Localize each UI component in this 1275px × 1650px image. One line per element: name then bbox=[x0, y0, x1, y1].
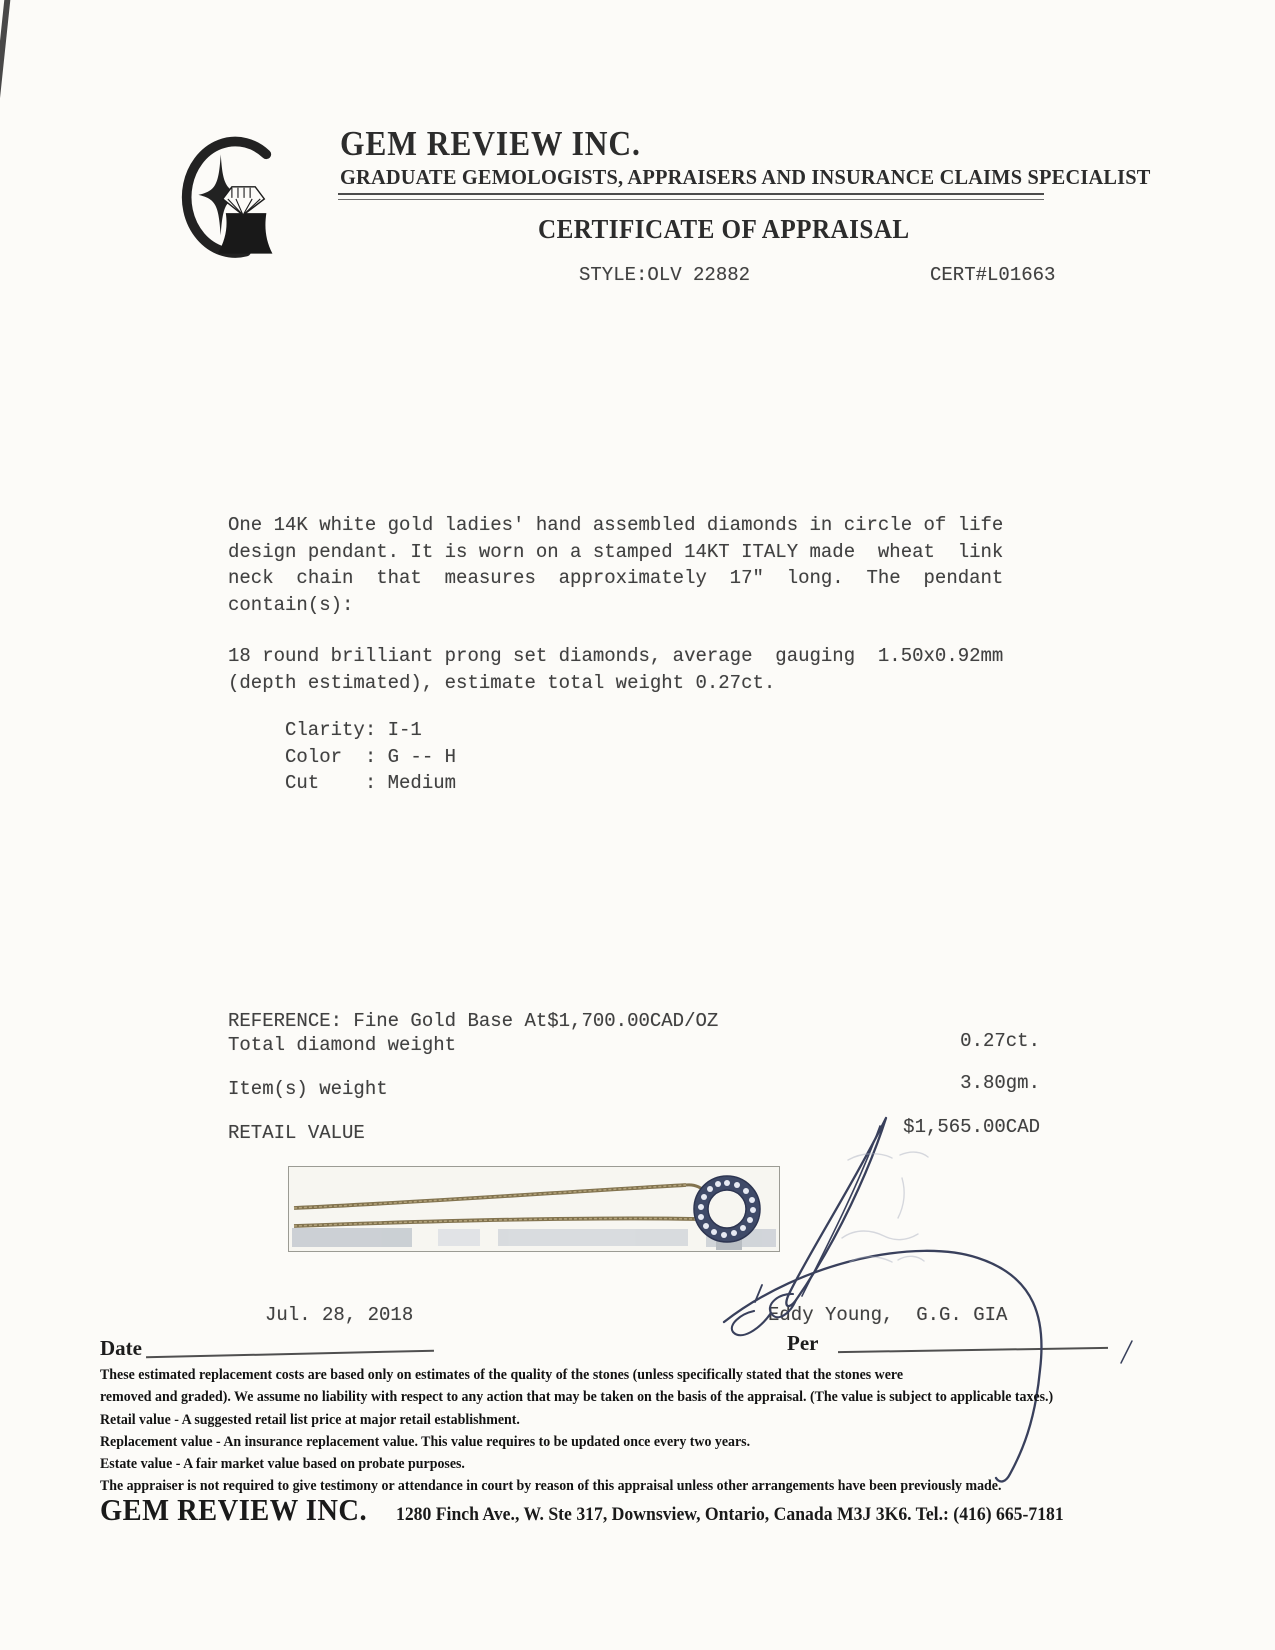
necklace-photo bbox=[288, 1166, 780, 1252]
scan-edge-artifact bbox=[0, 0, 11, 126]
description-line: contain(s): bbox=[228, 593, 354, 616]
date-signature-line bbox=[146, 1350, 434, 1359]
appraiser-name: Eddy Young, G.G. GIA bbox=[768, 1304, 1008, 1326]
disclaimer-line: Retail value - A suggested retail list price at major retail establishment. bbox=[100, 1411, 520, 1428]
color-line: Color : G -- H bbox=[285, 745, 457, 768]
style-number: STYLE:OLV 22882 bbox=[579, 264, 751, 286]
certificate-title: CERTIFICATE OF APPRAISAL bbox=[538, 214, 910, 244]
company-logo bbox=[165, 128, 315, 278]
description-line: neck chain that measures approximately 17" long. The pendant bbox=[228, 567, 1004, 589]
total-diamond-weight-label: Total diamond weight bbox=[228, 1034, 457, 1056]
diamond-detail-line: 18 round brilliant prong set diamonds, average gauging 1.50x0.92mm bbox=[228, 645, 1004, 667]
disclaimer-block bbox=[100, 1364, 1200, 1498]
reference-line: REFERENCE: Fine Gold Base At$1,700.00CAD/OZ bbox=[228, 1010, 719, 1032]
total-diamond-weight-value: 0.27ct. bbox=[960, 1030, 1040, 1052]
logo-diamond-icon bbox=[223, 187, 265, 215]
footer-address: 1280 Finch Ave., W. Ste 317, Downsview, Ontario, Canada M3J 3K6. Tel.: (416) 665-7181 bbox=[396, 1504, 1065, 1525]
header-divider-rule bbox=[338, 193, 1044, 200]
appraisal-date: Jul. 28, 2018 bbox=[265, 1304, 414, 1326]
disclaimer-line: The appraiser is not required to give testimony or attendance in court by reason of this appraisal unless other arrangements have been previously made. bbox=[100, 1478, 1002, 1495]
date-label: Date bbox=[100, 1336, 142, 1360]
item-description bbox=[228, 512, 1003, 618]
disclaimer-line: Replacement value - An insurance replacement value. This value requires to be updated once every two years. bbox=[100, 1433, 751, 1450]
description-line: One 14K white gold ladies' hand assembled diamonds in circle of life bbox=[228, 514, 1004, 536]
diamond-details bbox=[228, 643, 1003, 696]
disclaimer-line: These estimated replacement costs are based only on estimates of the quality of the stones (unless specifically stated that the stones were bbox=[100, 1367, 904, 1383]
per-label: Per bbox=[787, 1331, 819, 1355]
item-weight-value: 3.80gm. bbox=[960, 1072, 1040, 1094]
logo-pedestal bbox=[218, 213, 273, 254]
faint-pen-smudges bbox=[842, 1152, 928, 1262]
disclaimer-line: Estate value - A fair market value based on probate purposes. bbox=[100, 1456, 465, 1473]
cut-line: Cut : Medium bbox=[285, 772, 457, 794]
diamond-detail-line: (depth estimated), estimate total weight 0.27ct. bbox=[228, 671, 776, 694]
cert-number: CERT#L01663 bbox=[930, 264, 1056, 286]
company-name: GEM REVIEW INC. bbox=[340, 124, 641, 163]
retail-value-amount: $1,565.00CAD bbox=[903, 1116, 1040, 1138]
clarity-line: Clarity: I-1 bbox=[285, 719, 422, 741]
company-tagline: GRADUATE GEMOLOGISTS, APPRAISERS AND INSURANCE CLAIMS SPECIALIST bbox=[340, 165, 1151, 189]
retail-value-label: RETAIL VALUE bbox=[228, 1122, 365, 1144]
description-line: design pendant. It is worn on a stamped 14KT ITALY made wheat link bbox=[228, 540, 1004, 563]
footer bbox=[100, 1492, 1114, 1528]
per-signature-line bbox=[838, 1347, 1108, 1353]
item-weight-label: Item(s) weight bbox=[228, 1078, 388, 1100]
grading-details bbox=[285, 717, 456, 797]
footer-company-name: GEM REVIEW INC. bbox=[100, 1492, 368, 1527]
disclaimer-line: removed and graded). We assume no liability with respect to any action that may be taken on the basis of the appraisal. (The value is subject to applicable taxes.) bbox=[100, 1389, 1054, 1406]
